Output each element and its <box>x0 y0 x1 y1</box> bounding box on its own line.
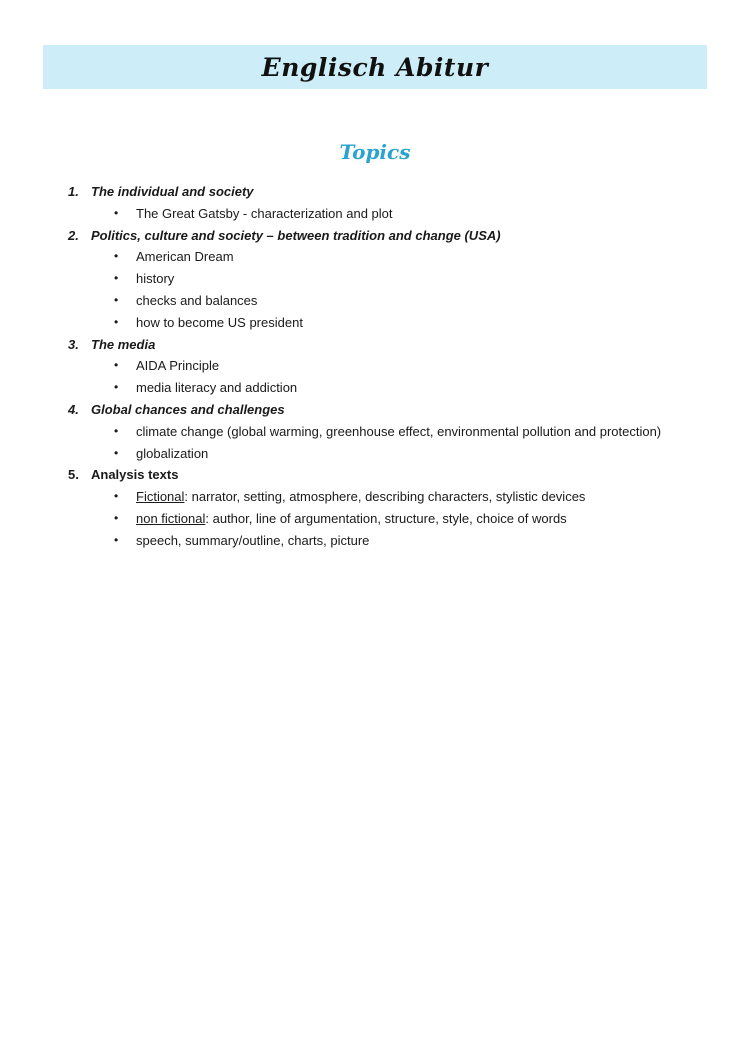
topic-title: The media <box>91 336 156 352</box>
subtopic-item <box>68 421 728 443</box>
subtopic-item <box>68 203 728 225</box>
bullet-icon: • <box>114 489 119 504</box>
topic-title: Politics, culture and society – between tradition and change (USA) <box>91 227 501 243</box>
bullet-icon: • <box>114 249 119 264</box>
subtopic-text: climate change (global warming, greenhouse effect, environmental pollution and protection) <box>136 423 662 439</box>
topic-number: 1. <box>68 184 79 199</box>
subtopic-item <box>68 246 728 268</box>
page-title: Englisch Abitur <box>261 52 489 82</box>
bullet-icon: • <box>114 423 119 438</box>
subtopic-text: history <box>136 271 175 287</box>
subtopic-list <box>68 203 728 225</box>
subtopic-text: how to become US president <box>136 314 303 330</box>
subtopic-item <box>68 290 728 312</box>
bullet-icon: • <box>114 292 119 307</box>
topic-title: Global chances and challenges <box>91 401 285 417</box>
topic-item <box>68 225 728 334</box>
subtopic-item <box>68 268 728 290</box>
topic-number: 5. <box>68 467 79 483</box>
bullet-icon: • <box>114 271 119 286</box>
bullet-icon: • <box>114 510 119 525</box>
subtopic-item <box>68 377 728 399</box>
topic-header <box>68 399 728 421</box>
subtopic-label: Fictional <box>136 489 185 505</box>
subtopic-item <box>68 530 728 552</box>
bullet-icon: • <box>114 532 119 547</box>
subtopic-item <box>68 486 728 508</box>
topic-header <box>68 464 728 486</box>
topic-item <box>68 464 728 551</box>
subtopic-text: speech, summary/outline, charts, picture <box>136 532 370 548</box>
bullet-icon: • <box>114 358 119 373</box>
subtopic-text: The Great Gatsby - characterization and plot <box>136 205 393 221</box>
subtopic-list <box>68 421 728 465</box>
topic-number: 3. <box>68 336 79 352</box>
subtopic-item <box>68 508 728 530</box>
subtopic-text: checks and balances <box>136 292 258 308</box>
subtopic-item <box>68 443 728 465</box>
subtopic-text: : narrator, setting, atmosphere, describing characters, stylistic devices <box>184 489 586 505</box>
bullet-icon: • <box>114 314 119 329</box>
bullet-icon: • <box>114 205 119 220</box>
topic-item <box>68 334 728 399</box>
topics-heading: Topics <box>339 140 411 164</box>
subtopic-list <box>68 486 728 551</box>
subtopic-item <box>68 312 728 334</box>
subtopic-text: globalization <box>136 445 209 461</box>
bullet-icon: • <box>114 445 119 460</box>
topic-item <box>68 181 728 225</box>
subtopic-item <box>68 355 728 377</box>
subtopic-text: : author, line of argumentation, structure, style, choice of words <box>205 510 567 526</box>
subtopic-text: American Dream <box>136 249 234 265</box>
topic-title: Analysis texts <box>91 467 179 483</box>
subtopic-list <box>68 355 728 399</box>
bullet-icon: • <box>114 380 119 395</box>
subtopic-text: AIDA Principle <box>136 358 220 374</box>
topic-number: 4. <box>68 401 79 417</box>
title-banner <box>43 45 707 89</box>
topic-item <box>68 399 728 464</box>
subtopic-list <box>68 246 728 333</box>
topic-header <box>68 181 728 203</box>
subtopic-label: non fictional <box>136 510 206 526</box>
topic-list <box>68 181 728 552</box>
topic-number: 2. <box>68 227 79 243</box>
topic-header <box>68 225 728 247</box>
topic-title: The individual and society <box>91 184 254 199</box>
topic-header <box>68 334 728 356</box>
subtopic-text: media literacy and addiction <box>136 380 298 396</box>
